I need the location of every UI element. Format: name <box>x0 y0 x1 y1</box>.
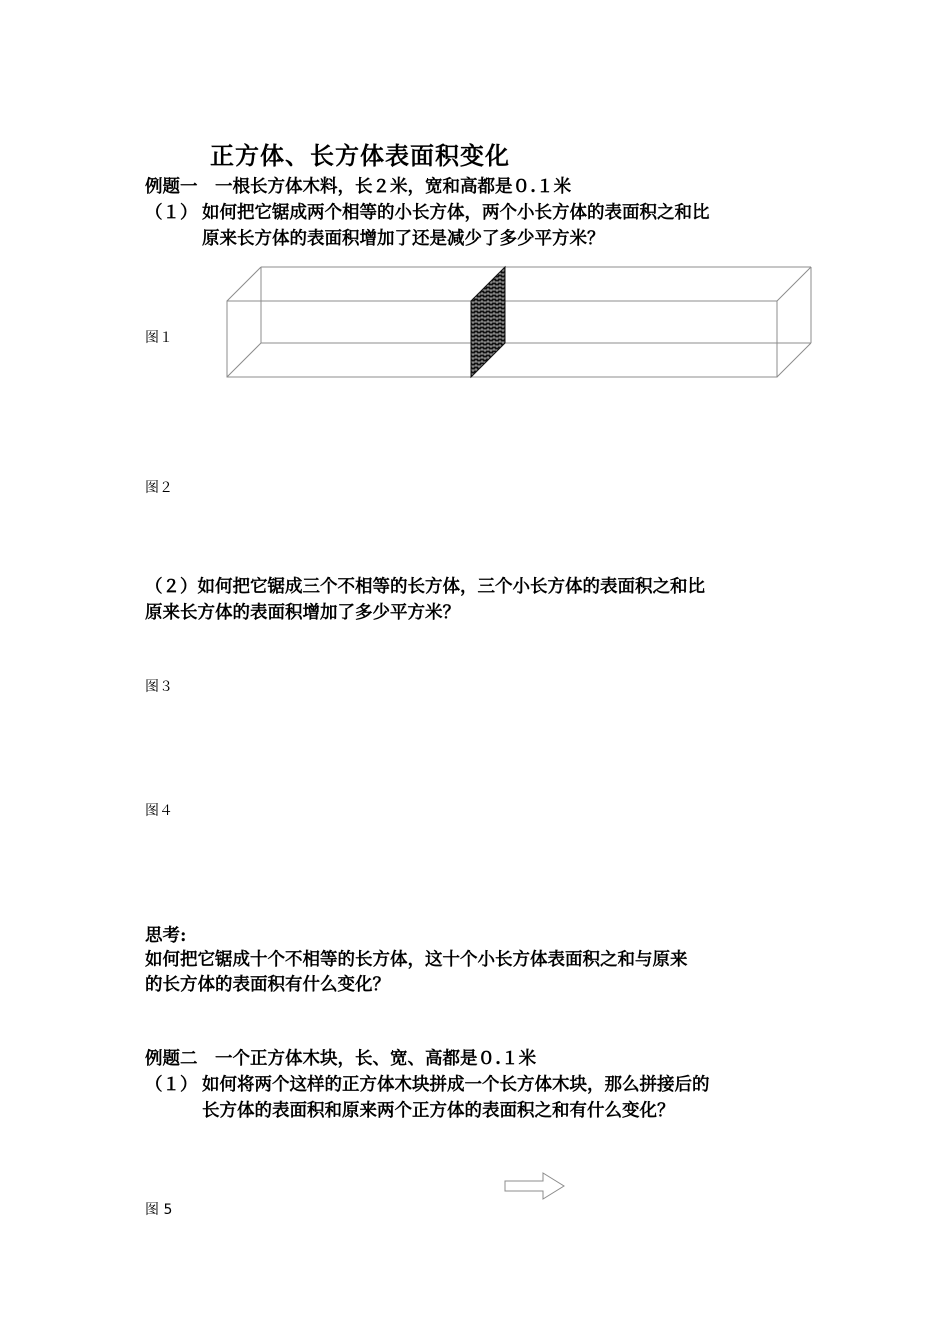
example2-q1-label: （１） <box>145 1075 198 1095</box>
think-line1: 如何把它锯成十个不相等的长方体，这十个小长方体表面积之和与原来 <box>145 950 688 970</box>
figure-3-label: 图３ <box>145 679 173 695</box>
example1-q1-line2: 原来长方体的表面积增加了还是减少了多少平方米？ <box>202 229 605 249</box>
example1-heading: 例题一 一根长方体木料，长２米，宽和高都是０.１米 <box>145 177 572 197</box>
example2-heading: 例题二 一个正方体木块，长、宽、高都是０.１米 <box>145 1049 537 1069</box>
example1-q1-line1: 如何把它锯成两个相等的小长方体，两个小长方体的表面积之和比 <box>202 203 710 223</box>
example2-q1-line2: 长方体的表面积和原来两个正方体的表面积之和有什么变化？ <box>202 1101 675 1121</box>
example1-q2-line1: （２）如何把它锯成三个不相等的长方体，三个小长方体的表面积之和比 <box>145 577 705 597</box>
think-line2: 的长方体的表面积有什么变化？ <box>145 975 390 995</box>
figure-2-label: 图２ <box>145 480 173 496</box>
example1-q1-label: （１） <box>145 203 198 223</box>
think-label: 思考: <box>145 926 187 946</box>
figure-5-label: 图 5 <box>145 1202 173 1218</box>
example1-q2-line2: 原来长方体的表面积增加了多少平方米？ <box>145 603 460 623</box>
page-title: 正方体、长方体表面积变化 <box>210 141 510 170</box>
figure-4-label: 图４ <box>145 803 173 819</box>
example2-q1-line1: 如何将两个这样的正方体木块拼成一个长方体木块，那么拼接后的 <box>202 1075 710 1095</box>
figure-1-label: 图１ <box>145 330 173 346</box>
